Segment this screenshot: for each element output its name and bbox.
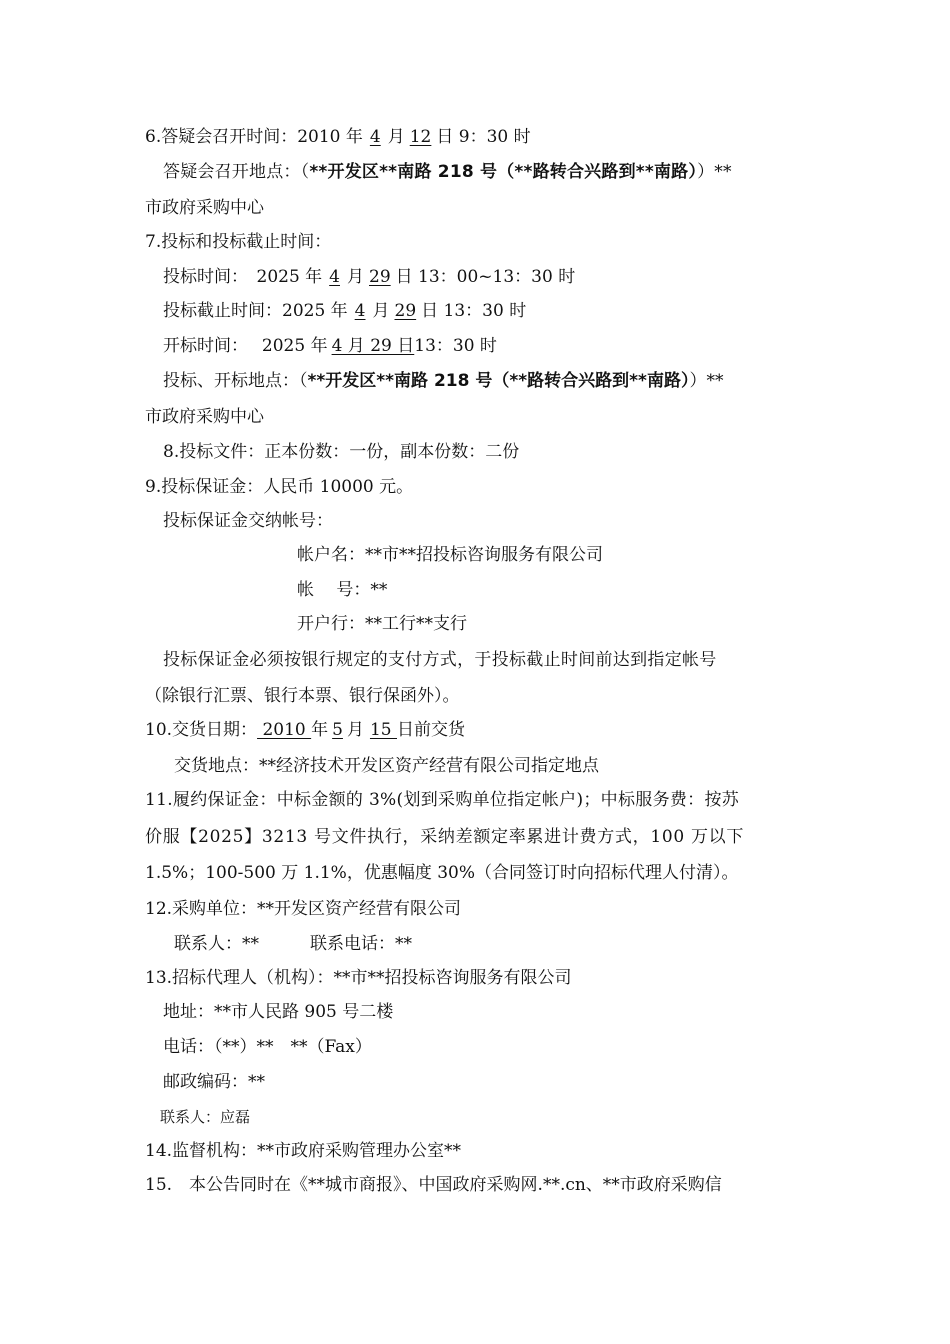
bid-documents: 8.投标文件：正本份数：一份，副本份数：二份 bbox=[163, 442, 520, 462]
bid-opening-location-cont: 市政府采购中心 bbox=[145, 407, 264, 427]
qa-meeting-time: 6.答疑会召开时间：2010 年 4 月 12 日 9：30 时 bbox=[145, 127, 531, 147]
account-name: 帐户名：**市**招投标咨询服务有限公司 bbox=[297, 545, 603, 565]
bid-deadline-time: 投标截止时间：2025 年 4 月 29 日 13：30 时 bbox=[163, 301, 527, 321]
agent-phone: 电话：（**）** **（Fax） bbox=[163, 1037, 372, 1057]
bid-bond-note: 投标保证金必须按银行规定的支付方式，于投标截止时间前达到指定帐号 bbox=[163, 650, 717, 670]
agent-postcode: 邮政编码：** bbox=[163, 1072, 265, 1092]
purchasing-unit: 12.采购单位：**开发区资产经营有限公司 bbox=[145, 899, 462, 919]
bid-deadline-heading: 7.投标和投标截止时间： bbox=[145, 232, 332, 252]
supervisory-agency: 14.监督机构：**市政府采购管理办公室** bbox=[145, 1141, 462, 1161]
qa-meeting-location-cont: 市政府采购中心 bbox=[145, 198, 264, 218]
bid-time: 投标时间： 2025 年 4 月 29 日 13：00~13：30 时 bbox=[163, 267, 576, 287]
bid-bond-note-cont: （除银行汇票、银行本票、银行保函外）。 bbox=[145, 686, 460, 706]
performance-bond-cont-1: 价服【2025】3213 号文件执行，采纳差额定率累进计费方式，100 万以下 bbox=[145, 827, 745, 847]
bid-opening-location: 投标、开标地点：（**开发区**南路 218 号（**路转合兴路到**南路））** bbox=[163, 371, 724, 391]
publication-notice: 15. 本公告同时在《**城市商报》、中国政府采购网.**.cn、**市政府采购信 bbox=[145, 1175, 722, 1195]
bid-opening-time: 开标时间： 2025 年 4 月 29 日13：30 时 bbox=[163, 336, 497, 356]
bid-bond: 9.投标保证金：人民币 10000 元。 bbox=[145, 477, 414, 497]
performance-bond-cont-2: 1.5%；100-500 万 1.1%，优惠幅度 30%（合同签订时向招标代理人付清）。 bbox=[145, 863, 739, 883]
bid-bond-account-heading: 投标保证金交纳帐号： bbox=[163, 511, 333, 531]
account-bank: 开户行：**工行**支行 bbox=[297, 614, 467, 634]
agent-contact: 联系人：应磊 bbox=[160, 1108, 251, 1126]
qa-meeting-location: 答疑会召开地点：（**开发区**南路 218 号（**路转合兴路到**南路））** bbox=[163, 162, 732, 182]
performance-bond: 11.履约保证金：中标金额的 3%(划到采购单位指定帐户)；中标服务费：按苏 bbox=[145, 790, 740, 810]
account-number: 帐 号：** bbox=[297, 580, 388, 600]
agent-address: 地址：**市人民路 905 号二楼 bbox=[163, 1002, 394, 1022]
purchasing-contact: 联系人：** 联系电话：** bbox=[174, 934, 412, 954]
delivery-location: 交货地点：**经济技术开发区资产经营有限公司指定地点 bbox=[174, 756, 599, 776]
delivery-date: 10.交货日期： 2010 年 5 月 15 日前交货 bbox=[145, 720, 465, 740]
tender-agent: 13.招标代理人（机构）：**市**招投标咨询服务有限公司 bbox=[145, 968, 572, 988]
